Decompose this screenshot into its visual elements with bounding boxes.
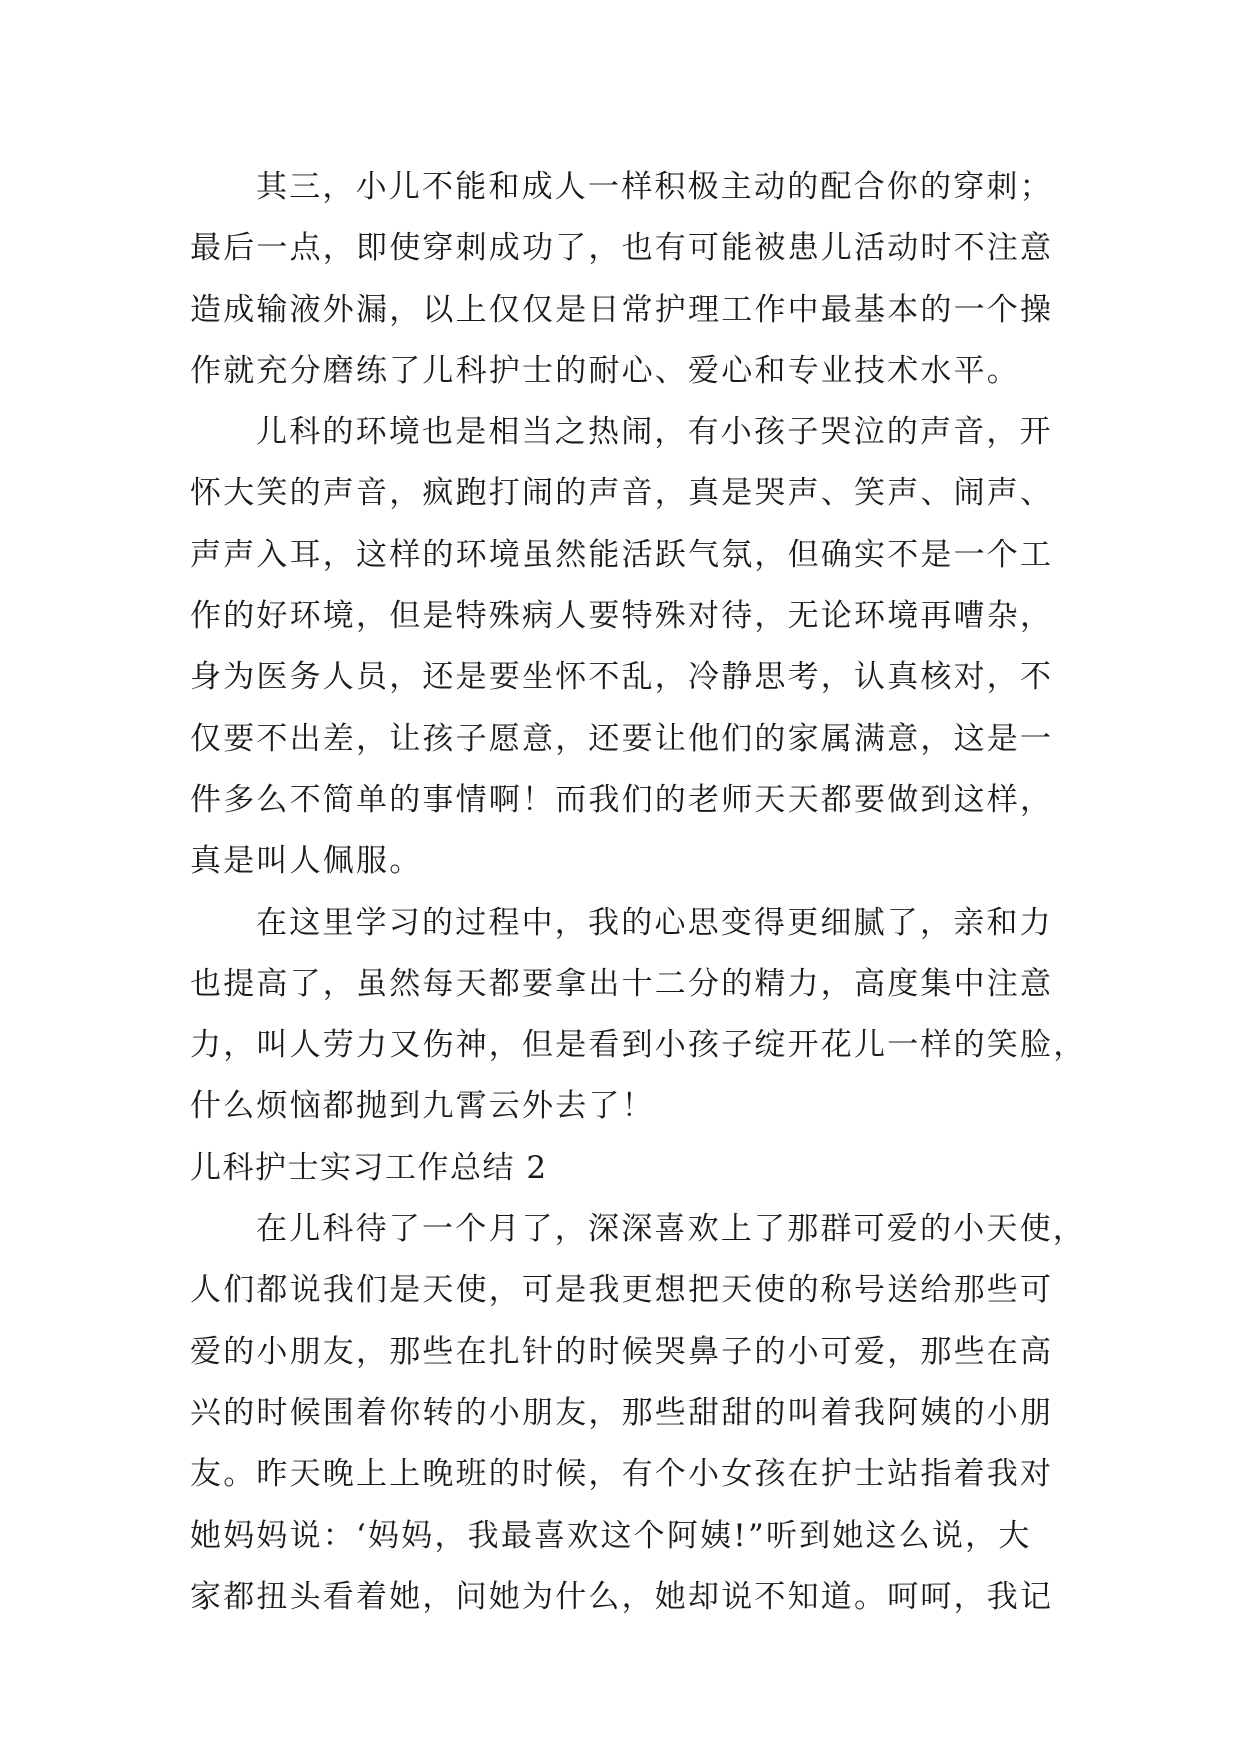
text-line: 其三，小儿不能和成人一样积极主动的配合你的穿刺；	[256, 169, 1053, 205]
text-line: 作就充分磨练了儿科护士的耐心、爱心和专业技术水平。	[190, 352, 1020, 389]
text-line: 怀大笑的声音，疯跑打闹的声音，真是哭声、笑声、闹声、	[190, 475, 1054, 512]
text-line: 在儿科待了一个月了，深深喜欢上了那群可爱的小天使，	[256, 1211, 1086, 1248]
text-line: 兴的时候围着你转的小朋友，那些甜甜的叫着我阿姨的小朋	[190, 1394, 1054, 1431]
text-line: 真是叫人佩服。	[190, 843, 423, 880]
text-line: 仅要不出差，让孩子愿意，还要让他们的家属满意，这是一	[190, 720, 1054, 757]
text-line: 在这里学习的过程中，我的心思变得更细腻了，亲和力	[256, 904, 1053, 941]
text-line: 造成输液外漏，以上仅仅是日常护理工作中最基本的一个操	[190, 291, 1054, 328]
text-line: 声声入耳，这样的环境虽然能活跃气氛，但确实不是一个工	[190, 536, 1054, 573]
text-line: 件多么不简单的事情啊！而我们的老师天天都要做到这样，	[190, 781, 1054, 818]
text-line: 力，叫人劳力又伤神，但是看到小孩子绽开花儿一样的笑脸，	[190, 1027, 1087, 1064]
text-line: 最后一点，即使穿刺成功了，也有可能被患儿活动时不注意	[190, 230, 1054, 267]
text-line: 也提高了，虽然每天都要拿出十二分的精力，高度集中注意	[190, 965, 1054, 1002]
text-line: 友。昨天晚上上晚班的时候，有个小女孩在护士站指着我对	[190, 1456, 1054, 1493]
text-line: 什么烦恼都抛到九霄云外去了！	[190, 1088, 655, 1125]
text-line: 家都扭头看着她，问她为什么，她却说不知道。呵呵，我记	[190, 1578, 1054, 1615]
text-line: 儿科的环境也是相当之热闹，有小孩子哭泣的声音，开	[256, 414, 1053, 451]
section-heading: 儿科护士实习工作总结 2	[190, 1149, 548, 1186]
document-body	[190, 157, 1087, 1628]
text-line: 身为医务人员，还是要坐怀不乱，冷静思考，认真核对，不	[190, 659, 1054, 696]
text-line: 她妈妈说：‘妈妈，我最喜欢这个阿姨!”听到她这么说，大	[190, 1517, 1032, 1554]
text-line: 作的好环境，但是特殊病人要特殊对待，无论环境再嘈杂，	[190, 598, 1054, 635]
text-line: 人们都说我们是天使，可是我更想把天使的称号送给那些可	[190, 1272, 1054, 1309]
text-line: 爱的小朋友，那些在扎针的时候哭鼻子的小可爱，那些在高	[190, 1333, 1054, 1370]
